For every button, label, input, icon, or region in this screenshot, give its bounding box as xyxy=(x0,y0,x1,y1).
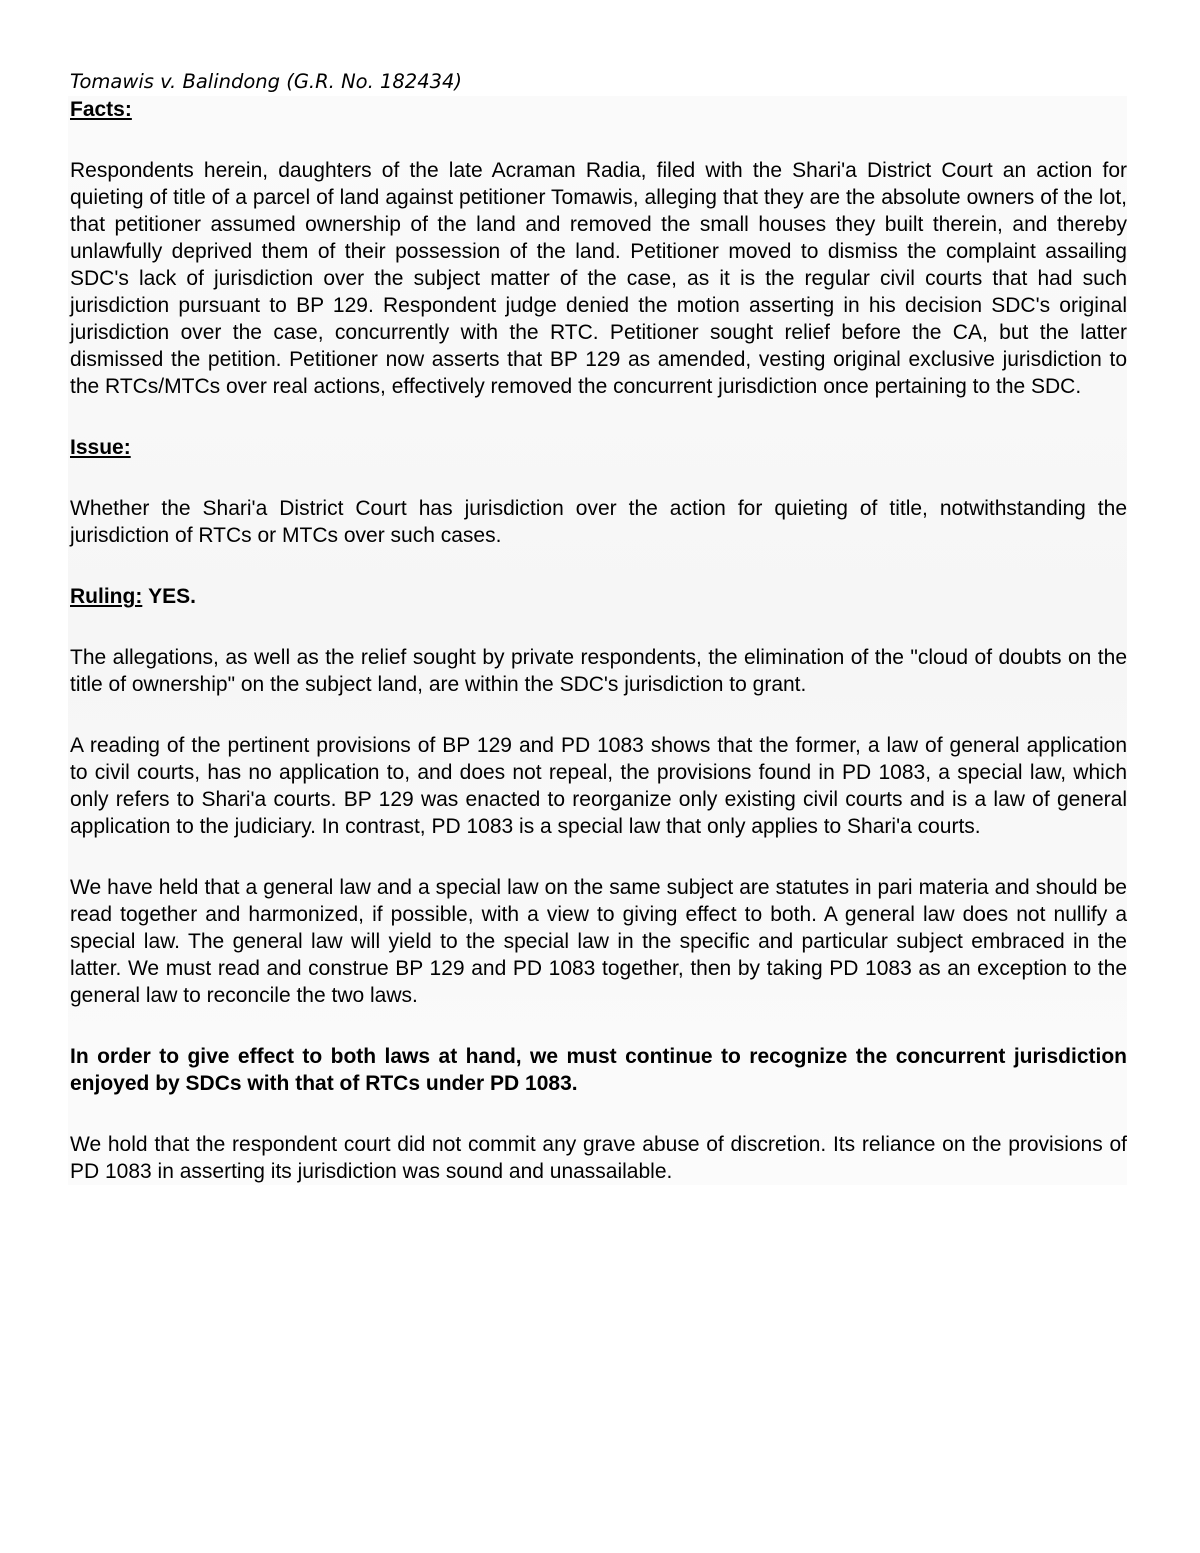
ruling-paragraph-4: In order to give effect to both laws at hand, we must continue to recognize the concurrent jurisdiction enjoyed by SDCs with that of RTCs under PD 1083. xyxy=(70,1045,1127,1095)
case-title: Tomawis v. Balindong (G.R. No. 182434) xyxy=(70,70,463,93)
facts-paragraph: Respondents herein, daughters of the late Acraman Radia, filed with the Shari'a District Court an action for quieting of title of a parcel of land against petitioner Tomawis, alleging that they are the absolute owners of the lot, that petitioner assumed ownership of the land and removed the small houses they built therein, and thereby unlawfully deprived them of their possession of the land. Petitioner moved to dismiss the complaint assailing SDC's lack of jurisdiction over the subject matter of the case, as it is the regular civil courts that had such jurisdiction pursuant to BP 129. Respondent judge denied the motion asserting in his decision SDC's original jurisdiction over the case, concurrently with the RTC. Petitioner sought relief before the CA, but the latter dismissed the petition. Petitioner now asserts that BP 129 as amended, vesting original exclusive jurisdiction to the RTCs/MTCs over real actions, effectively removed the concurrent jurisdiction once pertaining to the SDC. xyxy=(70,159,1127,398)
ruling-heading xyxy=(70,583,1127,610)
ruling-answer: YES. xyxy=(148,585,197,608)
issue-heading xyxy=(70,434,1127,461)
ruling-heading-label: Ruling: xyxy=(70,585,143,608)
ruling-paragraph-1: The allegations, as well as the relief sought by private respondents, the elimination of the "cloud of doubts on the title of ownership" on the subject land, are within the SDC's jurisdiction to grant. xyxy=(70,646,1127,696)
issue-paragraph: Whether the Shari'a District Court has jurisdiction over the action for quieting of title, notwithstanding the jurisdiction of RTCs or MTCs over such cases. xyxy=(70,497,1127,547)
ruling-paragraph-2: A reading of the pertinent provisions of BP 129 and PD 1083 shows that the former, a law of general application to civil courts, has no application to, and does not repeal, the provisions found in PD 1083, a special law, which only refers to Shari'a courts. BP 129 was enacted to reorganize only existing civil courts and is a law of general application to the judiciary. In contrast, PD 1083 is a special law that only applies to Shari'a courts. xyxy=(70,734,1127,838)
document-body xyxy=(68,96,1127,1185)
document-page xyxy=(70,68,1127,1185)
ruling-paragraph-3: We have held that a general law and a special law on the same subject are statutes in pari materia and should be read together and harmonized, if possible, with a view to giving effect to both. A general law does not nullify a special law. The general law will yield to the special law in the specific and particular subject embraced in the latter. We must read and construe BP 129 and PD 1083 together, then by taking PD 1083 as an exception to the general law to reconcile the two laws. xyxy=(70,876,1127,1007)
facts-heading xyxy=(70,96,1127,123)
facts-heading-label: Facts: xyxy=(70,98,132,121)
issue-heading-label: Issue: xyxy=(70,436,131,459)
ruling-paragraph-5: We hold that the respondent court did not commit any grave abuse of discretion. Its reliance on the provisions of PD 1083 in asserting its jurisdiction was sound and unassailable. xyxy=(70,1133,1127,1183)
